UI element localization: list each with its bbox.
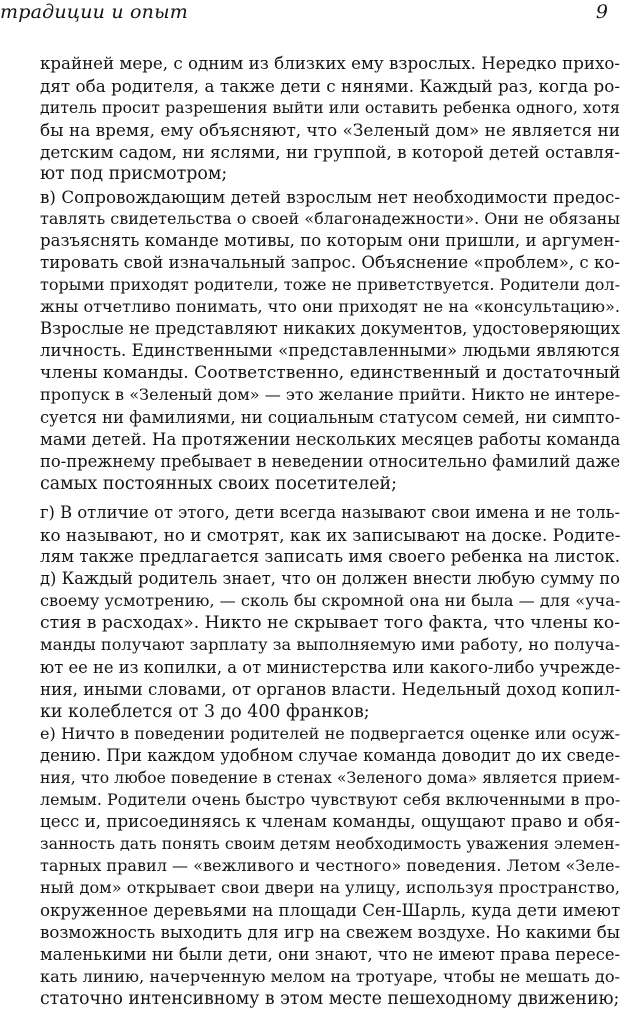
text-line: члены команды. Соответственно, единственный и достаточный [40, 363, 620, 384]
text-line: лям также предлагается записать имя своего ребенка на листок. [40, 547, 620, 567]
text-line: тавлять свидетельства о своей «благонадежности». Они не обязаны [40, 208, 620, 228]
text-line: самых постоянных своих посетителей; [40, 473, 397, 494]
text-line: кать линию, начерченную мелом на тротуаре, чтобы не мешать до- [40, 966, 620, 986]
text-line: стия в расходах». Никто не скрывает того факта, что члены ко- [40, 613, 620, 634]
text-line: своему усмотрению, — сколь бы скромной она ни была — для «уча- [40, 591, 620, 611]
text-line: жны отчетливо понимать, что они приходят не на «консультацию». [40, 297, 620, 317]
text-line: ния, иными словами, от органов власти. Недельный доход копил- [40, 679, 620, 699]
text-line: ют под присмотром; [40, 164, 228, 185]
text-line: окруженное деревьями на площади Сен-Шарль, куда дети имеют [40, 900, 620, 920]
text-line: цесс и, присоединяясь к членам команды, ощущают право и обя- [40, 812, 620, 832]
text-line: дению. При каждом удобном случае команда доводит до их сведе- [40, 745, 620, 765]
paragraph-gap [40, 495, 620, 502]
text-line: суется ни фамилиями, ни социальным статусом семей, ни симпто- [40, 407, 620, 427]
text-line: торыми приходят родители, тоже не приветствуется. Родители дол- [40, 274, 620, 294]
text-line: крайней мере, с одним из близких ему взрослых. Нередко прихо- [40, 54, 620, 73]
text-line: маленькими ни были дети, они знают, что не имеют права пересе- [40, 944, 620, 964]
text-line: мами детей. На протяжении нескольких месяцев работы команда [40, 429, 620, 449]
text-line: возможность выходить для игр на свежем воздухе. Но какими бы [40, 922, 620, 942]
text-line: в) Сопровождающим детей взрослым нет необходимости предос- [40, 186, 620, 207]
text-line: ют ее не из копилки, а от министерства или какого-либо учрежде- [40, 657, 620, 677]
text-line: Взрослые не представляют никаких документов, удостоверяющих [40, 319, 620, 339]
text-line: статочно интенсивному в этом месте пешеходному движению; [40, 988, 620, 1009]
text-line: детским садом, ни яслями, ни группой, в которой детей оставля- [40, 142, 620, 163]
text-line: бы на время, ему объясняют, что «Зеленый дом» не является ни [40, 120, 620, 141]
text-line: манды получают зарплату за выполняемую ими работу, но получа- [40, 635, 620, 655]
page-number: 9 [595, 1, 608, 23]
body-text [40, 53, 620, 1010]
text-line: ный дом» открывает свои двери на улицу, используя пространство, [40, 878, 620, 898]
text-line: личность. Единственными «представленными» людьми являются [40, 341, 620, 361]
text-line: занность дать понять своим детям необходимость уважения элемен- [40, 834, 620, 854]
text-line: ки колеблется от 3 до 400 франков; [40, 701, 370, 722]
text-line: разъяснять команде мотивы, по которым они пришли, и аргумен- [40, 230, 620, 250]
text-line: тарных правил — «вежливого и честного» поведения. Летом «Зеле- [40, 856, 620, 876]
text-line: пропуск в «Зеленый дом» — это желание прийти. Никто не интере- [40, 385, 620, 405]
text-line: дитель просит разрешения выйти или оставить ребенка одного, хотя [40, 98, 620, 118]
text-line: д) Каждый родитель знает, что он должен внести любую сумму по [40, 569, 620, 589]
text-line: лемым. Родители очень быстро чувствуют себя включенными в про- [40, 790, 620, 810]
text-line: ния, что любое поведение в стенах «Зеленого дома» является прием- [40, 768, 620, 787]
text-line: дят оба родителя, а также дети с нянями. Каждый раз, когда ро- [40, 76, 620, 97]
text-line: тировать свой изначальный запрос. Объяснение «проблем», с ко- [40, 252, 620, 272]
text-line: ко называют, но и смотрят, как их записывают на доске. Родите- [40, 524, 620, 545]
text-line: по-прежнему пребывает в неведении относительно фамилий даже [40, 451, 620, 471]
text-line: г) В отличие от этого, дети всегда называют свои имена и не толь- [40, 502, 620, 522]
running-title: традиции и опыт [0, 1, 188, 23]
text-line: е) Ничто в поведении родителей не подвергается оценке или осуж- [40, 723, 620, 743]
